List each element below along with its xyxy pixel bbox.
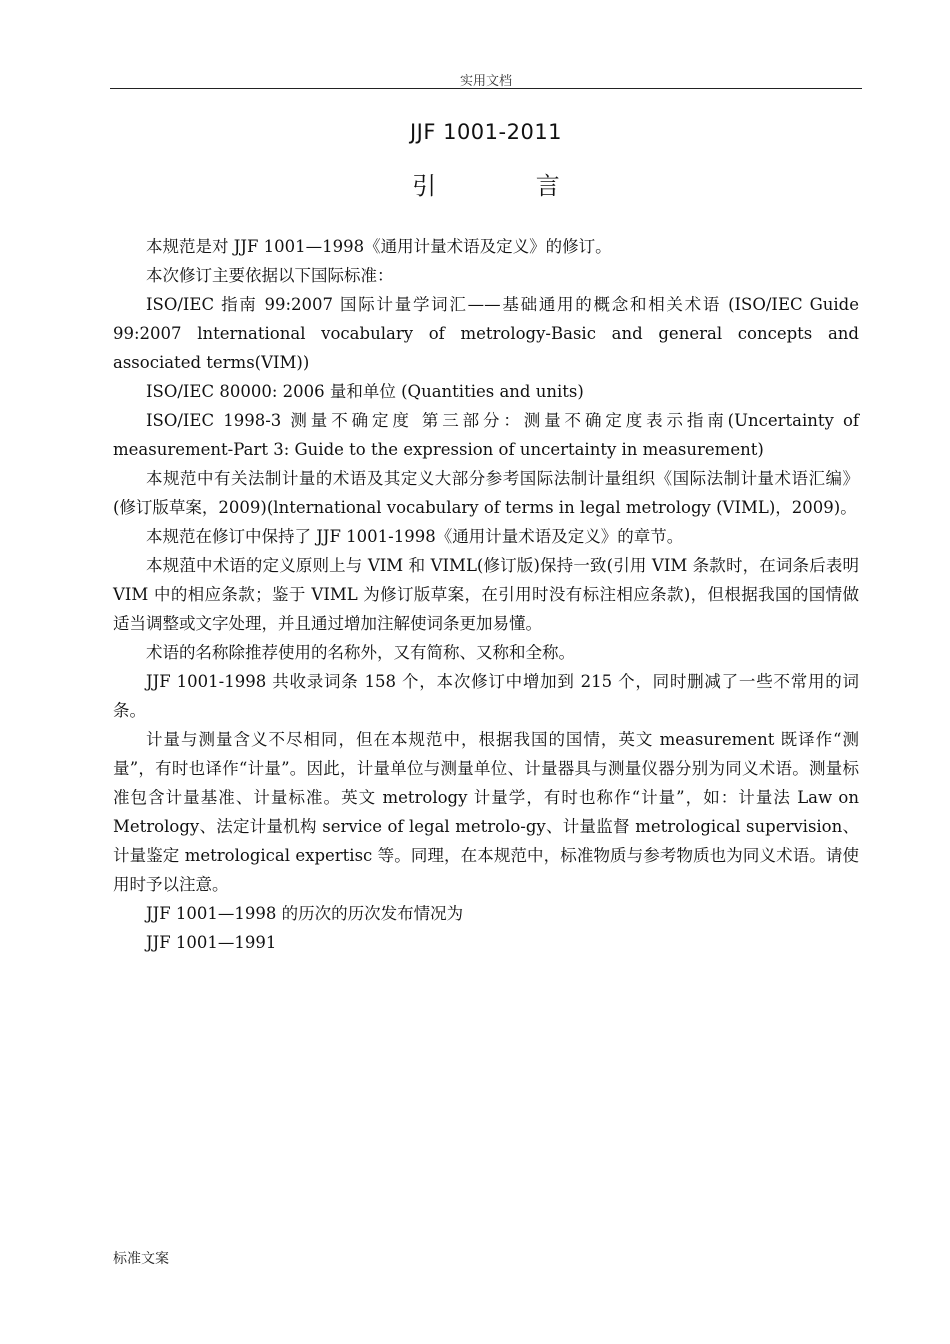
document-title: 引 言 — [412, 172, 606, 200]
paragraph: JJF 1001—1991 — [146, 933, 277, 952]
page-header: 实用文档 — [459, 74, 512, 89]
paragraph: 计量与测量含义不尽相同，但在本规范中，根据我国的国情，英文 measurement 既译作“测量”，有时也译作“计量”。因此，计量单位与测量单位、计量器具与测量仪器分别为同义术语。测量标准包含计量基准、计量标准。英文 metrology 计量学，有时也称作“计量”，如：计量法 Law on Metrology、法定计量机构 service of legal metrolo-gy、计量监督 metrological supervision、计量鉴定 metrological expertisc 等。同理，在本规范中，标准物质与参考物质也为同义术语。请使用时予以注意。 — [113, 730, 859, 894]
header-divider — [110, 88, 862, 89]
paragraph: 本规范是对 JJF 1001—1998《通用计量术语及定义》的修订。 — [146, 237, 612, 256]
paragraph: 本规范在修订中保持了 JJF 1001-1998《通用计量术语及定义》的章节。 — [146, 527, 684, 546]
paragraph: ISO/IEC 80000: 2006 量和单位 (Quantities and units) — [146, 382, 584, 401]
paragraph: ISO/IEC 1998-3 测量不确定度 第三部分：测量不确定度表示指南(Uncertainty of measurement-Part 3: Guide to the expression of uncertainty in measurement) — [113, 411, 859, 459]
page-footer: 标准文案 — [113, 1251, 169, 1267]
paragraph: ISO/IEC 指南 99:2007 国际计量学词汇——基础通用的概念和相关术语 (ISO/IEC Guide 99:2007 lnternational vocabulary of metrology-Basic and general concepts and associated terms(VIM)) — [113, 295, 859, 372]
paragraph: 本次修订主要依据以下国际标准： — [146, 266, 394, 285]
document-code: JJF 1001-2011 — [409, 120, 563, 144]
paragraph: JJF 1001-1998 共收录词条 158 个，本次修订中增加到 215 个，同时删减了一些不常用的词条。 — [113, 672, 859, 720]
document-body — [113, 232, 859, 957]
paragraph: 术语的名称除推荐使用的名称外，又有简称、又称和全称。 — [146, 643, 575, 662]
paragraph: 本规菹中术语的定义原则上与 VIM 和 VIML(修订版)保持一致(引用 VIM 条款时，在词条后表明 VIM 中的相应条款；鉴于 VIML 为修订版草案，在引用时没有标注相应条款)，但根据我国的国情做适当调整或文字处理，并且通过增加注解使词条更加易懂。 — [113, 556, 859, 633]
paragraph: 本规范中有关法制计量的术语及其定义大部分参考国际法制计量组织《国际法制计量术语汇编》(修订版草案，2009)(lnternational vocabulary of terms in legal metrology (VIML)，2009)。 — [113, 469, 859, 517]
paragraph: JJF 1001—1998 的历次的历次发布情况为 — [146, 904, 464, 923]
